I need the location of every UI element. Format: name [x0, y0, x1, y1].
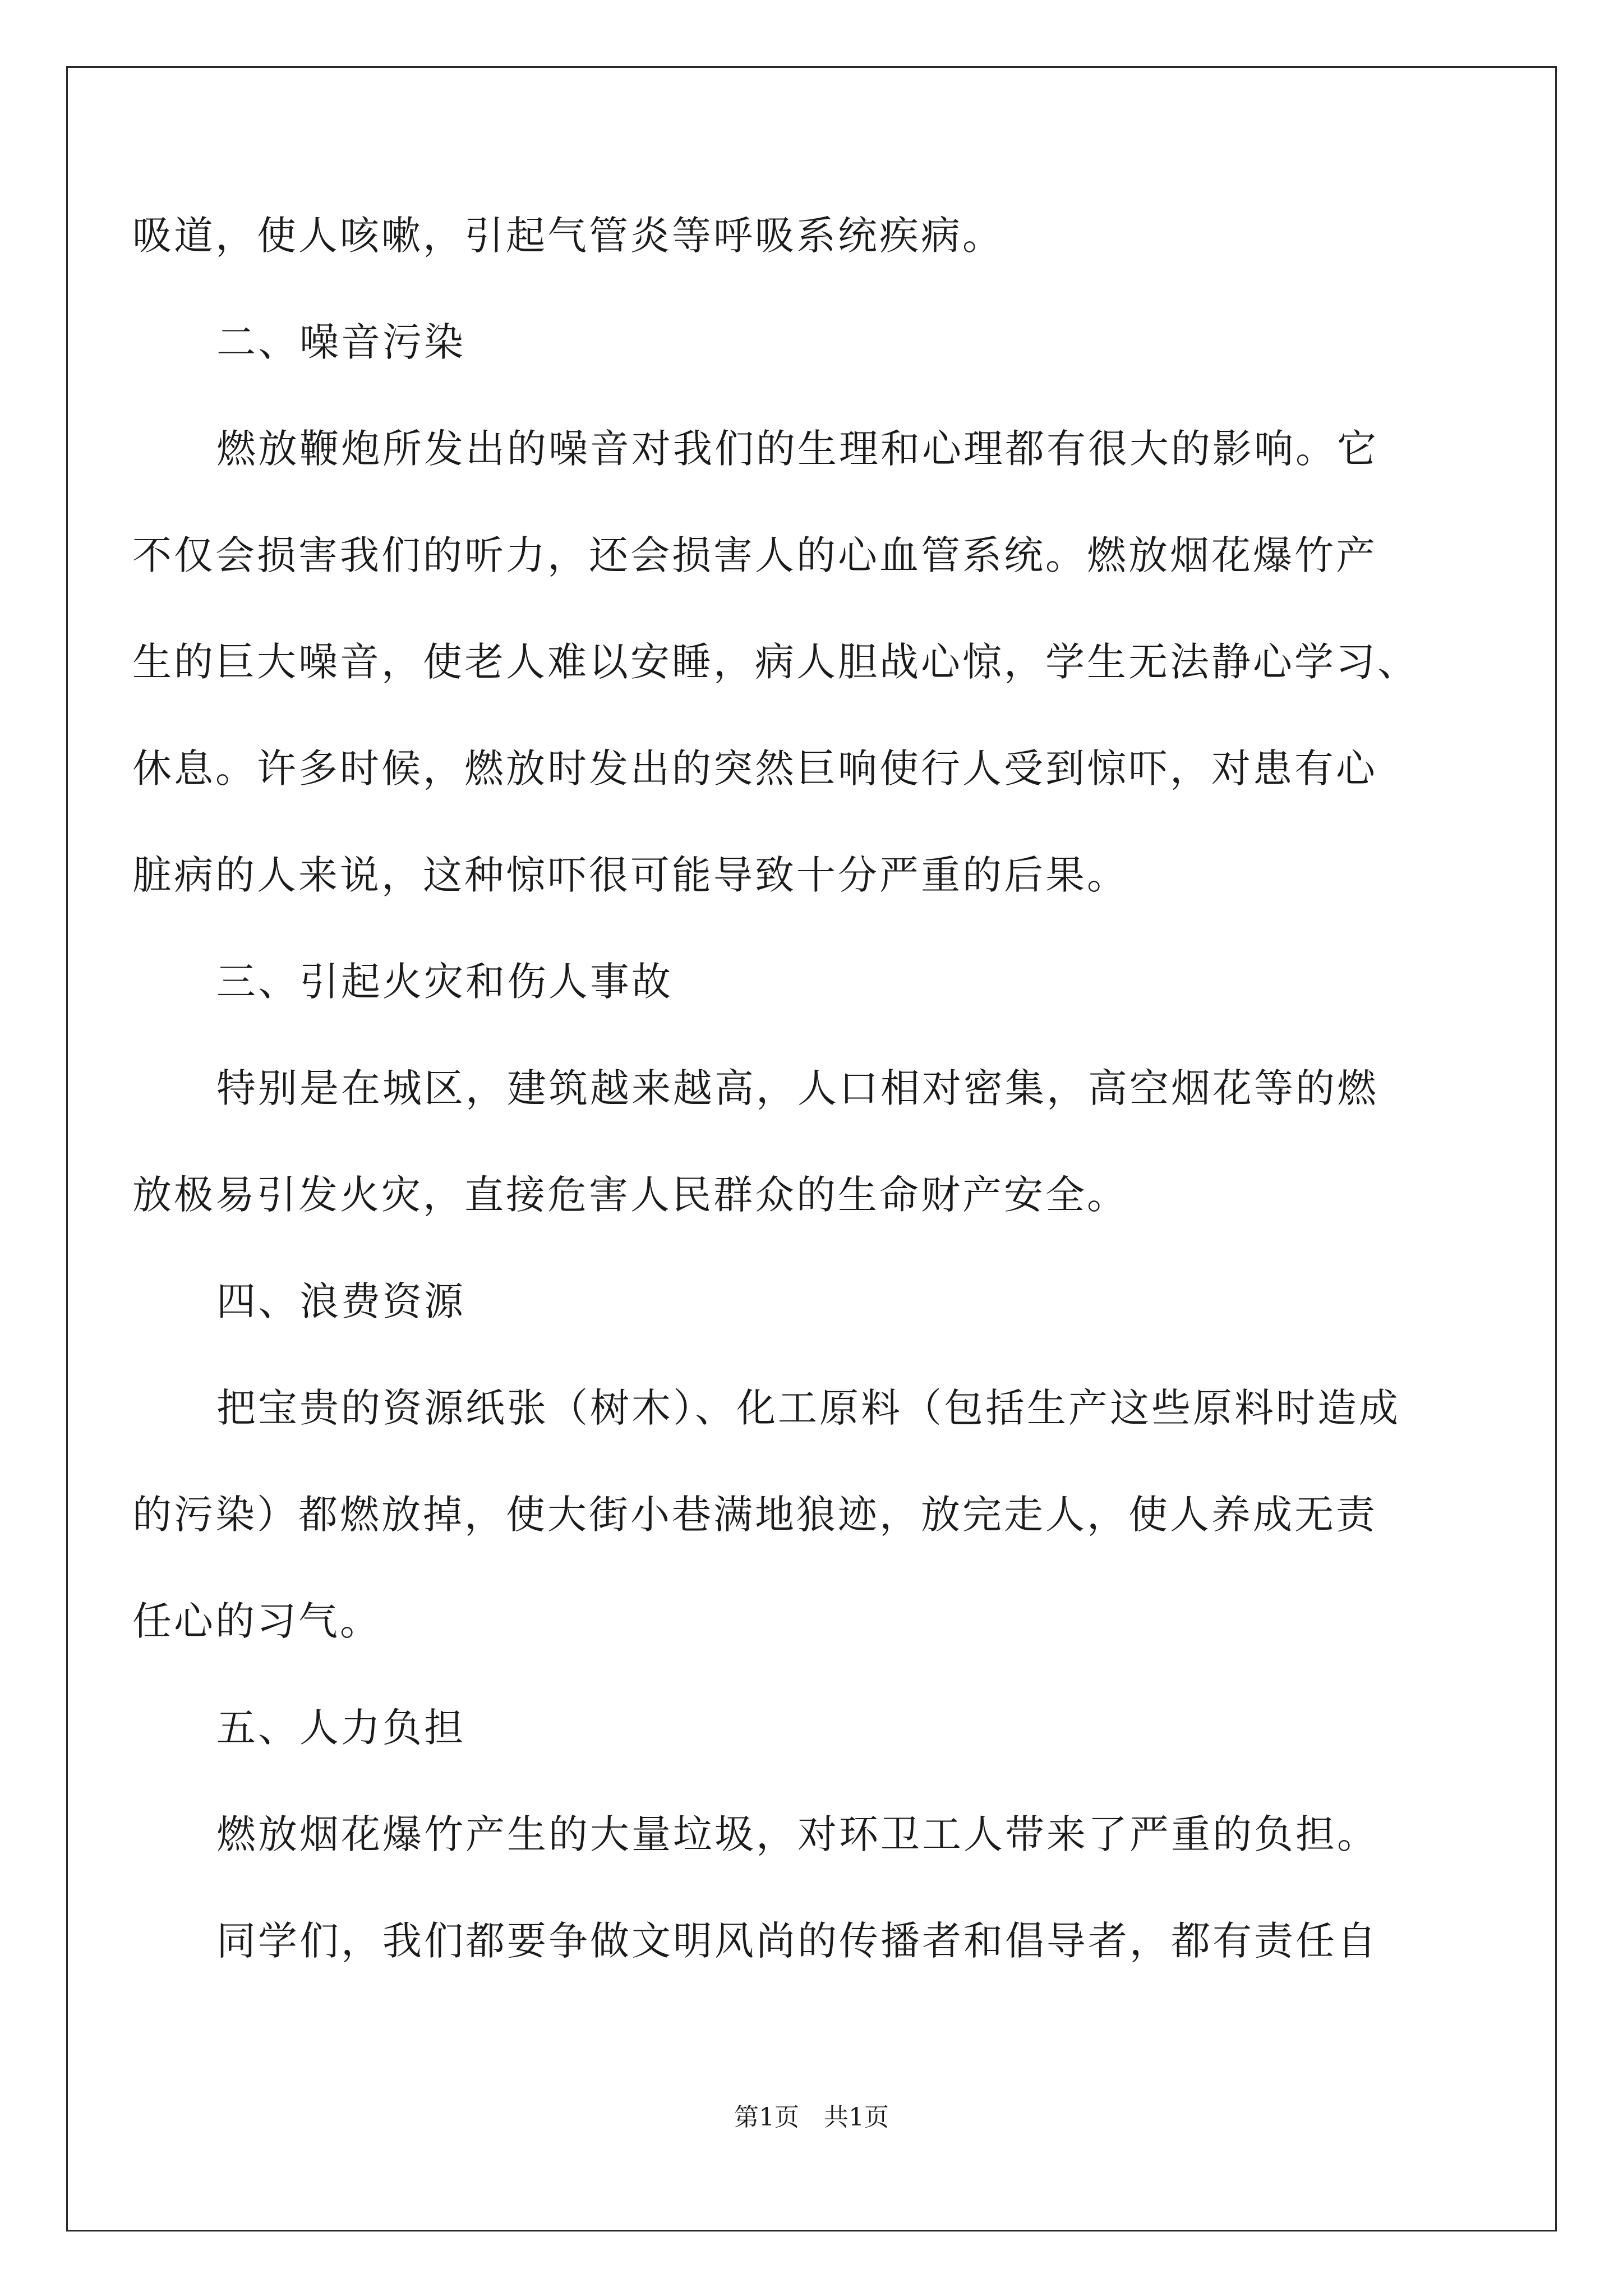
text-line: 同学们，我们都要争做文明风尚的传播者和倡导者，都有责任自	[216, 1918, 1378, 1964]
section-heading: 二、噪音污染	[216, 319, 465, 365]
text-line: 放极易引发火灾，直接危害人民群众的生命财产安全。	[132, 1172, 1128, 1218]
text-line: 休息。许多时候，燃放时发出的突然巨响使行人受到惊吓，对患有心	[132, 746, 1377, 792]
text-line: 燃放烟花爆竹产生的大量垃圾，对环卫工人带来了严重的负担。	[216, 1811, 1378, 1857]
text-line: 脏病的人来说，这种惊吓很可能导致十分严重的后果。	[132, 852, 1128, 898]
page-footer: 第1页 共1页	[734, 2103, 889, 2132]
section-heading: 五、人力负担	[216, 1705, 465, 1751]
text-line: 吸道，使人咳嗽，引起气管炎等呼吸系统疾病。	[132, 213, 1004, 259]
text-line: 的污染）都燃放掉，使大街小巷满地狼迹，放完走人，使人养成无责	[132, 1492, 1377, 1538]
section-heading: 四、浪费资源	[216, 1278, 465, 1324]
page-border	[66, 66, 1557, 2231]
text-line: 不仅会损害我们的听力，还会损害人的心血管系统。燃放烟花爆竹产	[132, 532, 1377, 578]
text-line: 把宝贵的资源纸张（树木）、化工原料（包括生产这些原料时造成	[216, 1385, 1400, 1431]
text-line: 燃放鞭炮所发出的噪音对我们的生理和心理都有很大的影响。它	[216, 426, 1378, 472]
text-line: 特别是在城区，建筑越来越高，人口相对密集，高空烟花等的燃	[216, 1065, 1378, 1111]
text-line: 生的巨大噪音，使老人难以安睡，病人胆战心惊，学生无法静心学习、	[132, 639, 1419, 685]
section-heading: 三、引起火灾和伤人事故	[216, 959, 673, 1005]
text-line: 任心的习气。	[132, 1598, 381, 1644]
